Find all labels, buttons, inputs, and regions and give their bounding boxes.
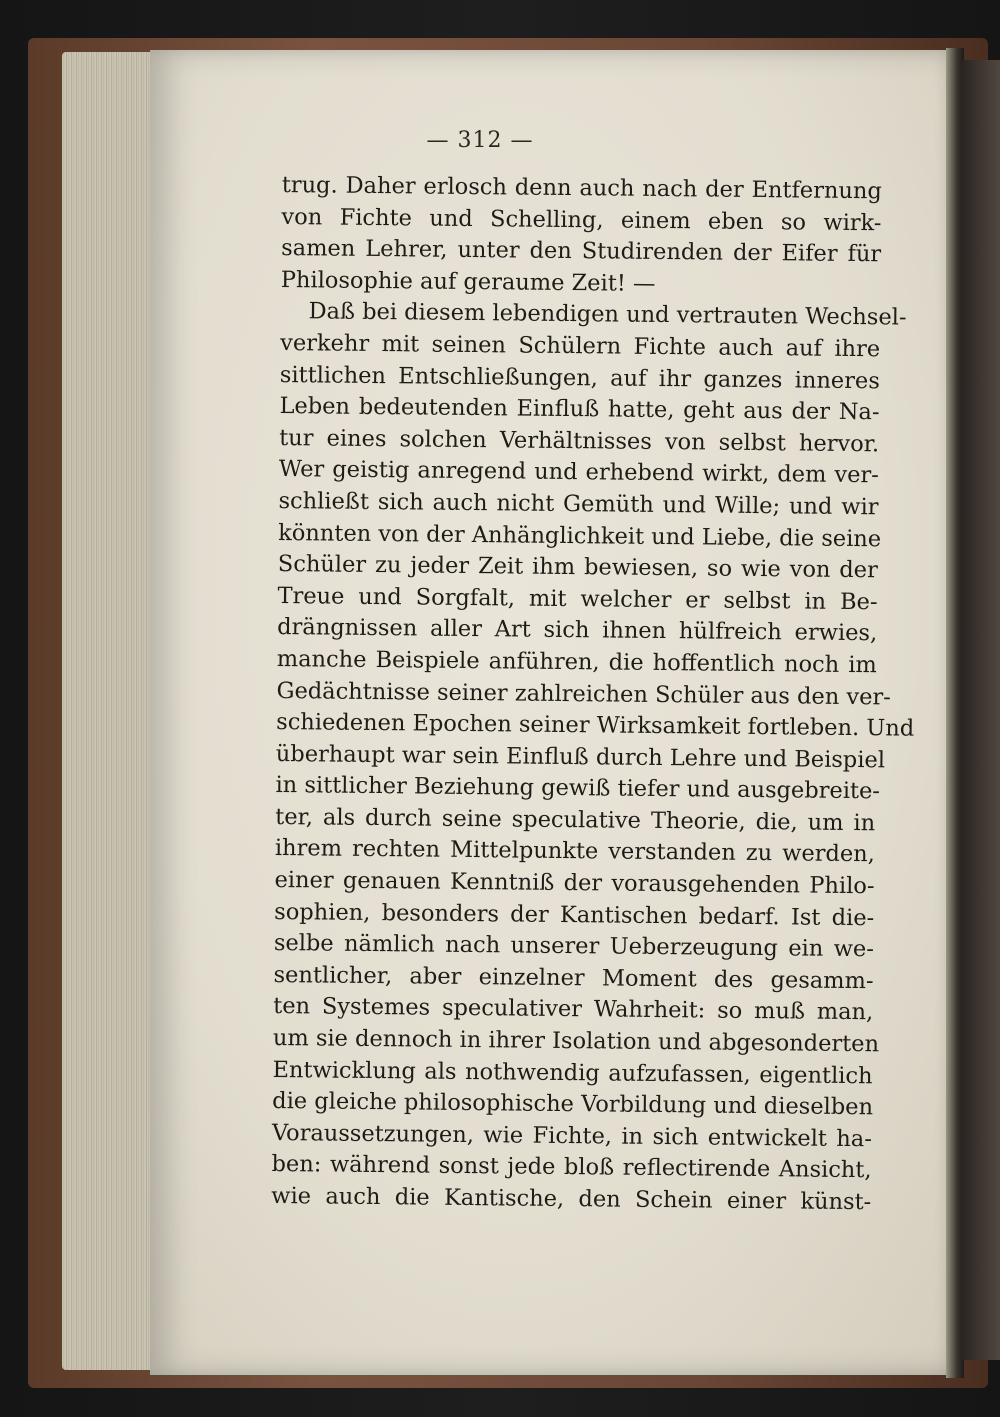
text-line: Treue und Sorgfalt, mit welcher er selbst in Be- bbox=[277, 582, 878, 615]
body-text bbox=[271, 170, 915, 1219]
text-line: Gedächtnisse seiner zahlreichen Schüler aus den ver- bbox=[276, 677, 891, 710]
text-line: sophien, besonders der Kantischen bedarf. Ist die- bbox=[274, 898, 875, 931]
facing-page-edge bbox=[962, 60, 1000, 1360]
text-line: könnten von der Anhänglichkeit und Liebe, die seine bbox=[278, 519, 882, 552]
text-line: ihrem rechten Mittelpunkte verstanden zu werden, bbox=[274, 835, 875, 868]
text-line: um sie dennoch in ihrer Isolation und abgesonderten bbox=[272, 1024, 880, 1058]
text-line: selbe nämlich nach unserer Ueberzeugung ein we- bbox=[273, 930, 875, 963]
text-line: einer genauen Kenntniß der vorausgehenden Philo- bbox=[274, 867, 875, 900]
text-line: schließt sich auch nicht Gemüth und Wille; und wir bbox=[278, 487, 879, 521]
text-line: Wer geistig anregend und erhebend wirkt, dem ver- bbox=[278, 456, 879, 489]
text-line: drängnissen aller Art sich ihnen hülfreich erwies, bbox=[277, 614, 878, 647]
text-line: tur eines solchen Verhältnisses von selbst hervor. bbox=[279, 424, 880, 458]
text-line: ten Systemes speculativer Wahrheit: so muß man, bbox=[273, 993, 874, 1026]
text-line: Philosophie auf geraume Zeit! — bbox=[280, 266, 656, 297]
text-line: wie auch die Kantische, den Schein einer künst- bbox=[271, 1182, 872, 1216]
book-page bbox=[150, 50, 950, 1375]
text-line: überhaupt war sein Einfluß durch Lehre und Beispiel bbox=[275, 740, 886, 774]
text-line: Entwicklung als nothwendig aufzufassen, eigentlich bbox=[272, 1056, 873, 1089]
text-line: sittlichen Entschließungen, auf ihr ganzes inneres bbox=[279, 361, 880, 394]
text-line: samen Lehrer, unter den Studirenden der Eifer für bbox=[281, 235, 882, 268]
text-line: Daß bei diesem lebendigen und vertrauten Wechsel- bbox=[308, 298, 907, 331]
text-line: Voraussetzungen, wie Fichte, in sich entwickelt ha- bbox=[271, 1119, 873, 1153]
text-line: in sittlicher Beziehung gewiß tiefer und ausgebreite- bbox=[275, 772, 881, 805]
text-line: Leben bedeutenden Einfluß hatte, geht aus der Na- bbox=[279, 393, 880, 426]
text-line: ben: während sonst jede bloß reflectirende Ansicht, bbox=[271, 1151, 872, 1184]
text-line: die gleiche philosophische Vorbildung und dieselben bbox=[272, 1088, 874, 1121]
text-line: schiedenen Epochen seiner Wirksamkeit fortleben. Und bbox=[276, 709, 915, 742]
text-line: Schüler zu jeder Zeit ihm bewiesen, so wie von der bbox=[277, 551, 878, 584]
text-line: ter, als durch seine speculative Theorie, die, um in bbox=[275, 803, 876, 837]
text-line: von Fichte und Schelling, einem eben so wirk- bbox=[281, 203, 882, 236]
text-line: verkehr mit seinen Schülern Fichte auch auf ihre bbox=[280, 329, 881, 363]
text-line: sentlicher, aber einzelner Moment des gesamm- bbox=[273, 961, 874, 995]
text-line: trug. Daher erlosch denn auch nach der Entfernung bbox=[281, 171, 882, 205]
page-number: — 312 — bbox=[426, 128, 534, 153]
text-line: manche Beispiele anführen, die hoffentlich noch im bbox=[276, 645, 877, 679]
